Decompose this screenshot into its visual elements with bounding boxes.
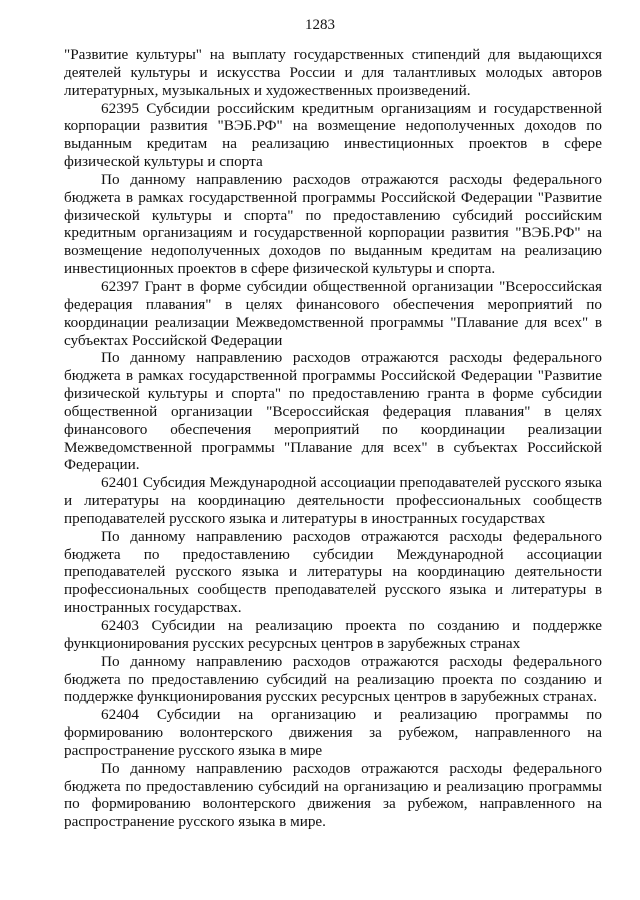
paragraph: По данному направлению расходов отражаются расходы федерального бюджета по предоставлению субсидии Международной ассоциации преподавателей русского языка и литературы на координацию деятельности профессиональных сообществ преподавателей русского языка и литературы в иностранных государствах. xyxy=(64,527,602,617)
paragraph: По данному направлению расходов отражаются расходы федерального бюджета по предоставлению субсидий на реализацию проекта по созданию и поддержке функционирования русских ресурсных центров в зарубежных странах. xyxy=(64,652,602,706)
paragraph-section-heading: 62401 Субсидия Международной ассоциации преподавателей русского языка и литературы на координацию деятельности профессиональных сообществ преподавателей русского языка и литературы в иностранных государствах xyxy=(64,474,602,527)
paragraph-section-heading: 62395 Субсидии российским кредитным организациям и государственной корпорации развития "ВЭБ.РФ" на возмещение недополученных доходов по выданным кредитам на реализацию инвестиционных проектов в сфере физической культуры и спорта xyxy=(64,99,602,171)
document-body xyxy=(64,46,602,831)
page-number: 1283 xyxy=(305,17,335,33)
paragraph: По данному направлению расходов отражаются расходы федерального бюджета в рамках государственной программы Российской Федерации "Развитие физической культуры и спорта" по предоставлению субсидий российским кредитным организациям и государственной корпорации развития "ВЭБ.РФ" на возмещение недополученных доходов по выданным кредитам на реализацию инвестиционных проектов в сфере физической культуры и спорта. xyxy=(64,170,602,278)
paragraph: "Развитие культуры" на выплату государственных стипендий для выдающихся деятелей культуры и искусства России и для талантливых молодых авторов литературных, музыкальных и художественных произведений. xyxy=(64,46,602,99)
paragraph: По данному направлению расходов отражаются расходы федерального бюджета по предоставлению субсидий на организацию и реализацию программы по формированию волонтерского движения за рубежом, направленного на распространение русского языка в мире. xyxy=(64,759,602,831)
paragraph-section-heading: 62397 Грант в форме субсидии общественной организации "Всероссийская федерация плавания" в целях финансового обеспечения мероприятий по координации реализации Межведомственной программы "Плавание для всех" в субъектах Российской Федерации xyxy=(64,277,602,349)
paragraph-section-heading: 62403 Субсидии на реализацию проекта по созданию и поддержке функционирования русских ресурсных центров в зарубежных странах xyxy=(64,617,602,652)
paragraph-section-heading: 62404 Субсидии на организацию и реализацию программы по формированию волонтерского движения за рубежом, направленного на распространение русского языка в мире xyxy=(64,706,602,759)
paragraph: По данному направлению расходов отражаются расходы федерального бюджета в рамках государственной программы Российской Федерации "Развитие физической культуры и спорта" по предоставлению гранта в форме субсидии общественной организации "Всероссийская федерация плавания" в целях финансового обеспечения мероприятий по координации реализации Межведомственной программы "Плавание для всех" в субъектах Российской Федерации. xyxy=(64,349,602,474)
